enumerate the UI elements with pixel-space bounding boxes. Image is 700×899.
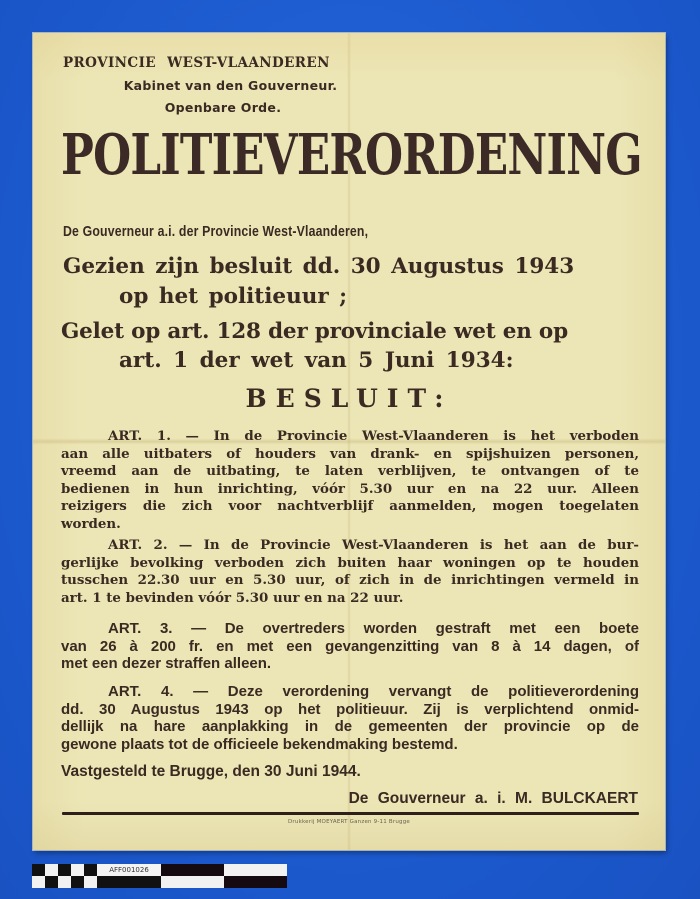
article-line: art. 1 te bevinden vóór 5.30 uur en na 22 uur. (61, 589, 404, 606)
department-header: Openbare Orde. (164, 100, 282, 115)
signature: De Gouverneur a. i. M. BULCKAERT (348, 790, 638, 807)
decision-heading: BESLUIT: (245, 384, 453, 413)
consideration-gelet-line-2: art. 1 der wet van 5 Juni 1934: (119, 348, 514, 373)
consideration-gelet-line-1: Gelet op art. 128 der provinciale wet en op (61, 319, 568, 344)
article-2 (61, 537, 639, 607)
scale-cell (97, 876, 161, 888)
article-line: met een dezer straffen alleen. (61, 655, 272, 672)
article-line: ART. 3. — De overtreders worden gestraft met een boete (108, 620, 639, 637)
consideration-gezien-line-1: Gezien zijn besluit dd. 30 Augustus 1943 (63, 254, 575, 279)
consideration-gezien-line-2: op het politieuur ; (119, 284, 348, 309)
scale-cell (32, 876, 45, 888)
scale-cell (224, 864, 287, 876)
article-line: dd. 30 Augustus 1943 op het politieuur. Zij is verplichtend onmid- (61, 700, 639, 718)
scale-cell (84, 876, 97, 888)
article-line: aan alle uitbaters of houders van drank- en spijshuizen personen, (61, 445, 639, 462)
article-line: tusschen 22.30 uur en 5.30 uur, of zich in de inrichtingen vermeld in (61, 572, 639, 589)
scale-cell (71, 876, 84, 888)
divider-rule (62, 812, 639, 815)
printer-imprint: Drukkerij MOEYAERT Ganzen 9-11 Brugge (288, 819, 410, 825)
article-3 (61, 620, 639, 673)
article-line: worden. (61, 515, 121, 532)
article-line: ART. 2. — In de Provincie West-Vlaanderen is het aan de bur- (108, 537, 639, 553)
scale-cell (45, 864, 58, 876)
scale-cell (71, 864, 84, 876)
color-scale-bar (32, 864, 287, 889)
article-line: ART. 1. — In de Provincie West-Vlaanderen is het verboden (108, 428, 639, 444)
article-1 (61, 428, 639, 534)
scale-cell (45, 876, 58, 888)
article-line: reizigers die zich voor nachtverblijf aanmelden, mogen toegelaten (61, 498, 639, 515)
scale-cell (84, 864, 97, 876)
governor-line: De Gouverneur a.i. der Provincie West-Vlaanderen, (63, 223, 369, 240)
article-line: ART. 4. — Deze verordening vervangt de politieverordening (108, 683, 639, 700)
scale-cell (32, 864, 45, 876)
article-line: gerlijke bevolking verboden zich buiten haar woningen op te houden (61, 554, 639, 571)
scale-cell (161, 864, 224, 876)
article-line: vreemd aan de uitbating, te laten verblijven, te ontvangen of te (61, 463, 639, 480)
article-line: van 26 à 200 fr. en met een gevangenzitting van 8 à 14 dagen, of (61, 637, 639, 655)
poster (33, 33, 665, 850)
cabinet-header: Kabinet van den Gouverneur. (123, 78, 338, 93)
article-line: dellijk na hare aanplakking in de gemeenten der provincie op de (61, 718, 639, 735)
enacted-statement: Vastgesteld te Brugge, den 30 Juni 1944. (61, 763, 361, 780)
article-4 (61, 683, 639, 753)
poster-title: POLITIEVERORDENING (61, 122, 642, 188)
province-header: PROVINCIE WEST-VLAANDEREN (63, 55, 330, 71)
scale-label: AFF001026 (97, 864, 161, 876)
scale-cell (58, 864, 71, 876)
article-line: bedienen in hun inrichting, vóór 5.30 uur en na 22 uur. Alleen (61, 480, 639, 497)
scale-cell (224, 876, 287, 888)
scale-cell (161, 876, 224, 888)
scale-cell (58, 876, 71, 888)
article-line: gewone plaats tot de officieele bekendmaking bestemd. (61, 735, 458, 753)
